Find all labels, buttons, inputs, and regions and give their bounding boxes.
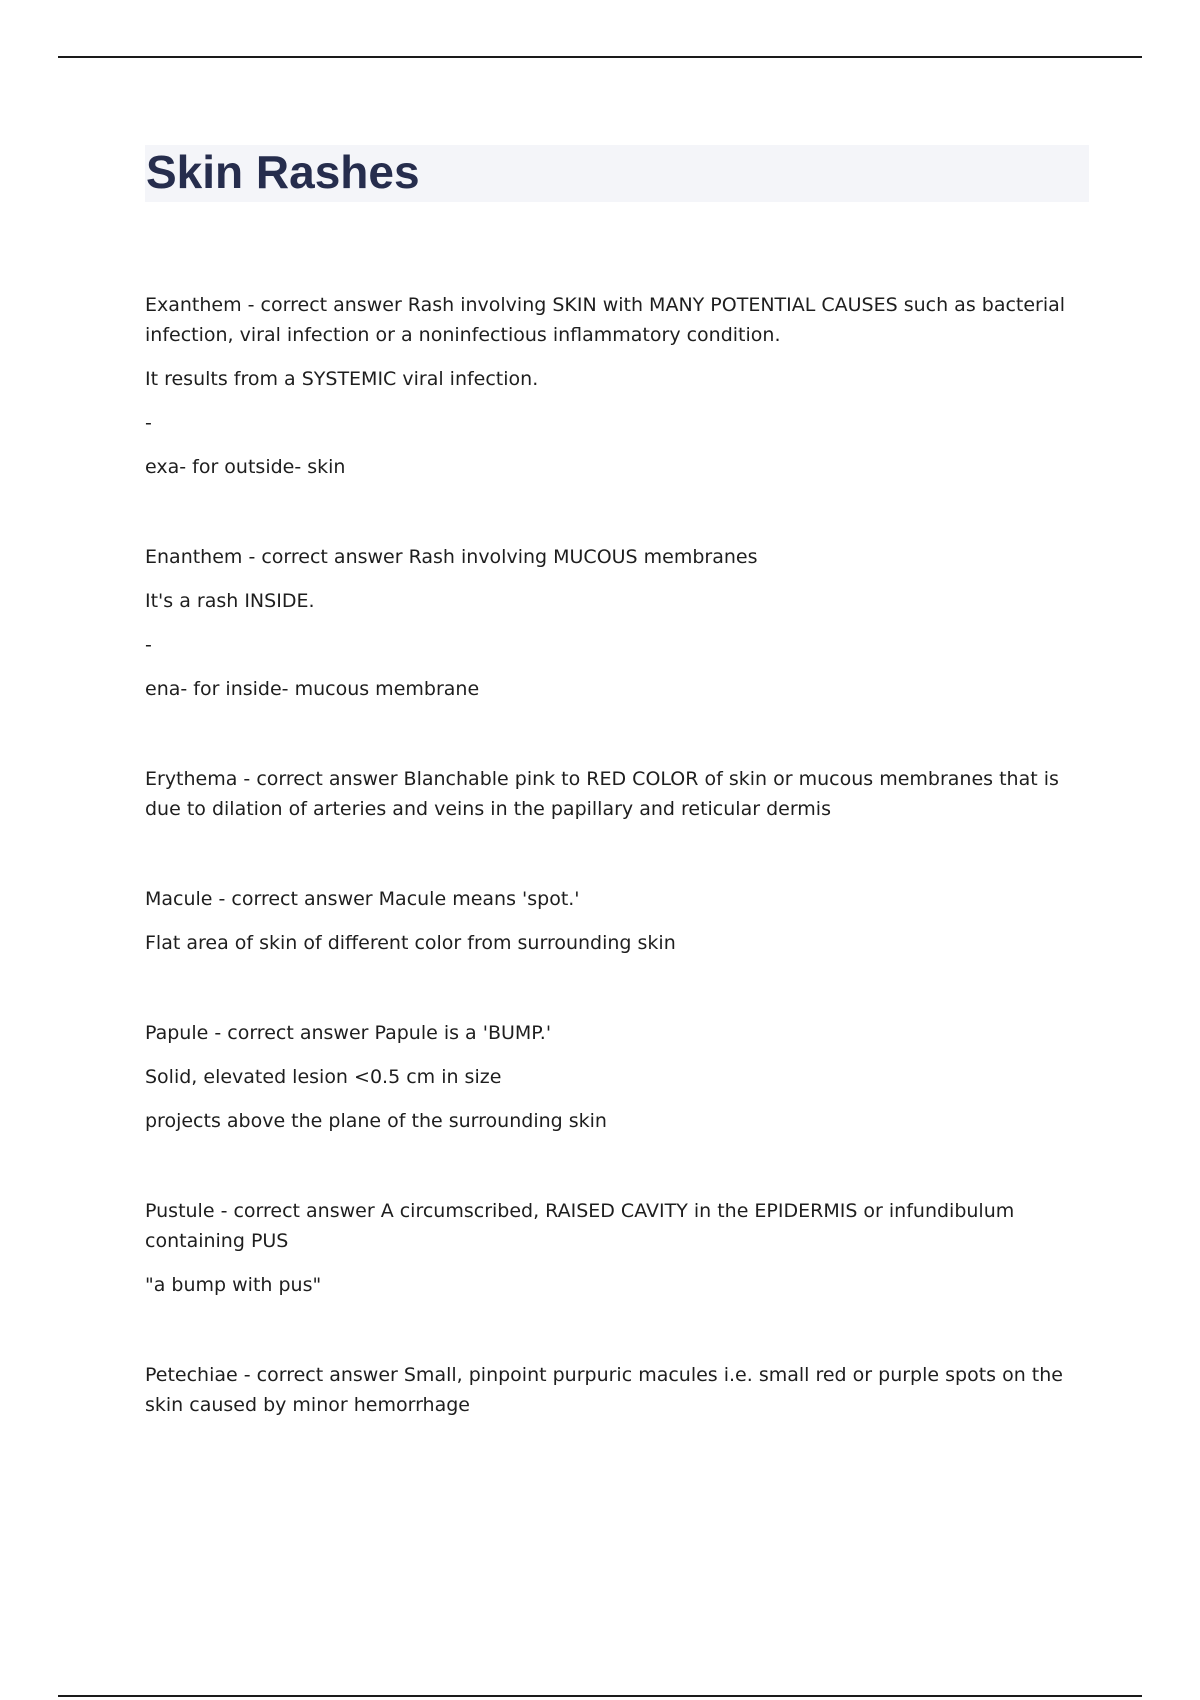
entry-line: Petechiae - correct answer Small, pinpoint purpuric macules i.e. small red or purple spots on the skin caused by minor hemorrhage xyxy=(145,1364,1063,1416)
bottom-divider xyxy=(58,1695,1142,1697)
term-entry-erythema xyxy=(145,764,1085,824)
entry-line: exa- for outside- skin xyxy=(145,456,346,478)
term-entry-enanthem xyxy=(145,542,1085,704)
term-entry-petechiae xyxy=(145,1360,1085,1420)
entry-line: "a bump with pus" xyxy=(145,1274,322,1296)
entry-line: - xyxy=(145,412,152,434)
top-divider xyxy=(58,56,1142,58)
entry-line: projects above the plane of the surrounding skin xyxy=(145,1110,607,1132)
entry-line: Solid, elevated lesion <0.5 cm in size xyxy=(145,1066,502,1088)
page-title: Skin Rashes xyxy=(146,146,420,198)
entry-line: Papule - correct answer Papule is a 'BUMP.' xyxy=(145,1022,552,1044)
entry-line: Erythema - correct answer Blanchable pink to RED COLOR of skin or mucous membranes that is due to dilation of arteries and veins in the papillary and reticular dermis xyxy=(145,768,1059,820)
term-entry-pustule xyxy=(145,1196,1085,1300)
flashcard-list xyxy=(145,290,1085,1480)
entry-line: Enanthem - correct answer Rash involving MUCOUS membranes xyxy=(145,546,758,568)
entry-line: Flat area of skin of different color from surrounding skin xyxy=(145,932,676,954)
term-entry-exanthem xyxy=(145,290,1085,482)
entry-line: Exanthem - correct answer Rash involving SKIN with MANY POTENTIAL CAUSES such as bacterial infection, viral infection or a noninfectious inflammatory condition. xyxy=(145,294,1066,346)
entry-line: It's a rash INSIDE. xyxy=(145,590,315,612)
entry-line: - xyxy=(145,634,152,656)
term-entry-macule xyxy=(145,884,1085,958)
term-entry-papule xyxy=(145,1018,1085,1136)
entry-line: It results from a SYSTEMIC viral infection. xyxy=(145,368,539,390)
entry-line: ena- for inside- mucous membrane xyxy=(145,678,480,700)
entry-line: Macule - correct answer Macule means 'spot.' xyxy=(145,888,580,910)
entry-line: Pustule - correct answer A circumscribed, RAISED CAVITY in the EPIDERMIS or infundibulum containing PUS xyxy=(145,1200,1015,1252)
